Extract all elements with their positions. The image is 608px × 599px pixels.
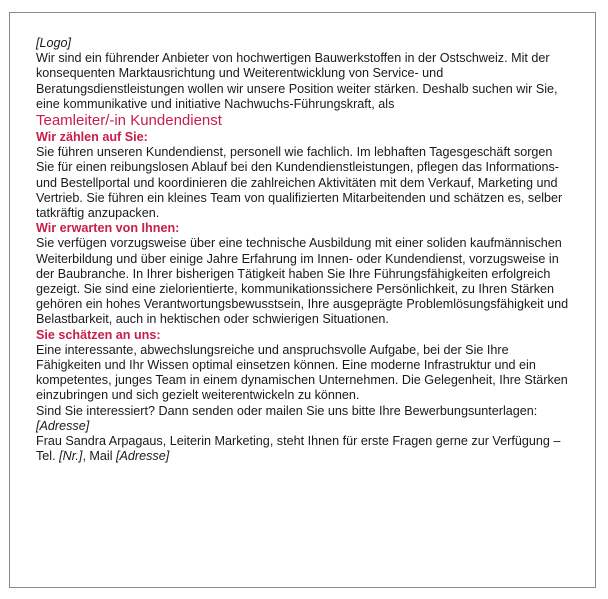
job-ad-content — [36, 36, 574, 464]
section-heading: Wir erwarten von Ihnen: — [36, 221, 180, 236]
mail-placeholder: [Adresse] — [116, 449, 170, 464]
call-to-action: Sind Sie interessiert? Dann senden oder mailen Sie uns bitte Ihre Bewerbungsunterlagen: — [36, 403, 538, 418]
section-heading: Wir zählen auf Sie: — [36, 130, 148, 145]
section-heading: Sie schätzen an uns: — [36, 327, 161, 342]
intro-paragraph: Wir sind ein führender Anbieter von hochwertigen Bauwerkstoffen in der Ostschweiz. Mit der konsequenten Marktausrichtung und Weiterentwicklung von Service- und Beratungsdienstleistungen wollen wir unsere Position weiter stärken. Deshalb suchen wir Sie, eine kommunikative und initiative Nachwuchs-Führungskraft, als — [36, 51, 558, 111]
section-body: Sie verfügen vorzugsweise über eine technische Ausbildung mit einer soliden kaufmännischen Weiterbildung und über einige Jahre Erfahrung im Innen- oder Kundendienst, vorzugsweise in der Baubranche. In Ihrer bisherigen Tätigkeit haben Sie Ihre Führungsfähigkeiten erfolgreich gezeigt. Sie sind eine zielorientierte, kommunikationssichere Persönlichkeit, zu Ihren Stärken gehören ein hohes Verantwortungsbewusstsein, Ihre ausgeprägte Problemlösungsfähigkeit und Belastbarkeit, auch in hektischen oder schwierigen Situationen. — [36, 236, 569, 327]
address-placeholder: [Adresse] — [36, 418, 90, 433]
phone-placeholder: [Nr.] — [59, 449, 83, 464]
section-body: Sie führen unseren Kundendienst, personell wie fachlich. Im lebhaften Tagesgeschäft sorgen Sie für einen reibungslosen Ablauf bei den Kundendienstleistungen, pflegen das Informations- und Bestellportal und koordinieren die zahlreichen Aktivitäten mit dem Verkauf, Marketing und Vertrieb. Sie führen ein kleines Team von qualifizierten Mitarbeitenden und schätzen es, selber tatkräftig anzupacken. — [36, 145, 563, 221]
logo-placeholder: [Logo] — [36, 36, 72, 50]
contact-paragraph — [36, 434, 574, 464]
job-title: Teamleiter/-in Kundendienst — [36, 112, 222, 130]
section-body: Eine interessante, abwechslungsreiche und anspruchsvolle Aufgabe, bei der Sie Ihre Fähigkeiten und Ihr Wissen optimal einsetzen können. Eine moderne Infrastruktur und ein kompetentes, junges Team in einem dynamischen Unternehmen. Die Gelegenheit, Ihre Stärken einzubringen und sich gezielt weiterentwickeln zu können. — [36, 342, 568, 403]
mail-prefix: , Mail — [82, 449, 117, 464]
contact-text: Frau Sandra Arpagaus, Leiterin Marketing, steht Ihnen für erste Fragen gerne zur Verfügung – Tel. — [36, 434, 561, 464]
